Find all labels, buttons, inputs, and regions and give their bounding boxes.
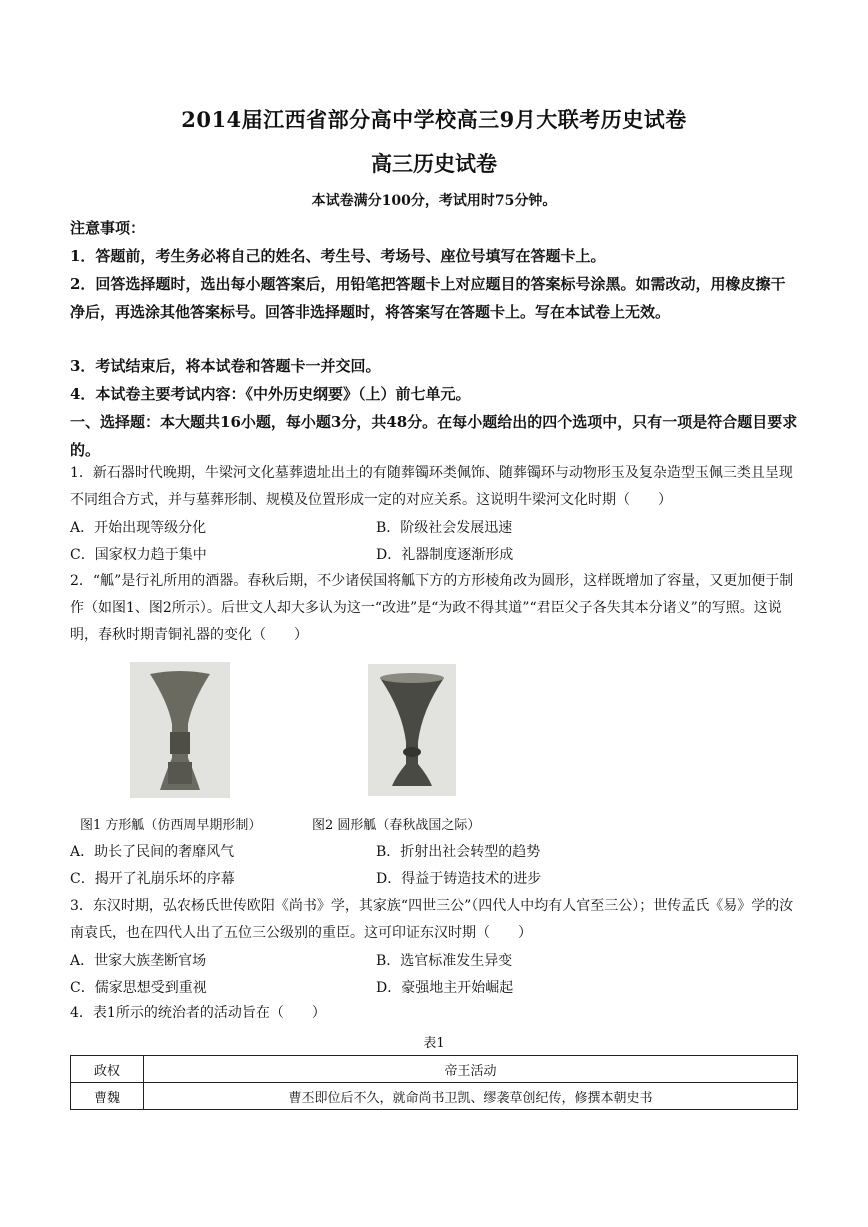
- q2-option-d: D．得益于铸造技术的进步: [376, 871, 542, 887]
- q3-option-d: D．豪强地主开始崛起: [376, 980, 514, 996]
- notice-item-4: 4．本试卷主要考试内容：《中外历史纲要》（上）前七单元。: [70, 385, 471, 403]
- table-cell-regime: 曹魏: [71, 1083, 144, 1110]
- q3-option-b: B．选官标准发生异变: [376, 953, 513, 969]
- q3-option-a: A．世家大族垄断官场: [70, 953, 207, 969]
- q1-option-c: C．国家权力趋于集中: [70, 547, 207, 563]
- notice-item-3: 3．考试结束后，将本试卷和答题卡一并交回。: [70, 357, 381, 375]
- notice-heading: 注意事项：: [70, 219, 146, 237]
- question-4-stem: 4．表1所示的统治者的活动旨在（ ）: [70, 1005, 326, 1021]
- table-caption: 表1: [423, 1036, 445, 1051]
- table-header-regime: 政权: [71, 1056, 144, 1083]
- q2-option-b: B．折射出社会转型的趋势: [376, 844, 541, 860]
- ruler-activity-table: [70, 1055, 798, 1110]
- figure-2-caption: 图2 圆形觚（春秋战国之际）: [312, 818, 481, 833]
- q2-option-a: A．助长了民间的奢靡风气: [70, 844, 235, 860]
- notice-item-2: 2．回答选择题时，选出每小题答案后，用铅笔把答题卡上对应题目的答案标号涂黑。如需改动，用橡皮擦干净后，再选涂其他答案标号。回答非选择题时，将答案写在答题卡上。写在本试卷上无效。: [70, 275, 786, 321]
- round-gu-icon: [368, 664, 456, 796]
- q2-option-c: C．揭开了礼崩乐坏的序幕: [70, 871, 235, 887]
- notice-item-1: 1．答题前，考生务必将自己的姓名、考生号、考场号、座位号填写在答题卡上。: [70, 247, 606, 265]
- question-1-stem: 1．新石器时代晚期，牛梁河文化墓葬遗址出土的有随葬镯环类佩饰、随葬镯环与动物形玉及复杂造型玉佩三类且呈现不同组合方式，并与墓葬形制、规模及位置形成一定的对应关系。这说明牛梁河文化时期（ ）: [70, 465, 793, 508]
- table-header-activity: 帝王活动: [144, 1056, 798, 1083]
- question-3-stem: 3．东汉时期，弘农杨氏世传欧阳《尚书》学，其家族“四世三公”（四代人中均有人官至三公）；世传孟氏《易》学的汝南袁氏，也在四代人出了五位三公级别的重臣。这可印证东汉时期（ ）: [70, 898, 794, 941]
- exam-info: 本试卷满分100分，考试用时75分钟。: [311, 193, 557, 209]
- exam-title: 2014届江西省部分高中学校高三9月大联考历史试卷: [181, 107, 687, 132]
- square-gu-icon: [130, 662, 230, 798]
- section-heading: 一、选择题：本大题共16小题，每小题3分，共48分。在每小题给出的四个选项中，只有一项是符合题目要求的。: [70, 413, 798, 459]
- q1-option-d: D．礼器制度逐渐形成: [376, 547, 514, 563]
- round-gu-image: [368, 664, 456, 796]
- square-gu-image: [130, 662, 230, 798]
- q3-option-c: C．儒家思想受到重视: [70, 980, 207, 996]
- exam-subtitle: 高三历史试卷: [371, 151, 497, 176]
- table-cell-activity: 曹丕即位后不久，就命尚书卫凯、缪袭草创纪传，修撰本朝史书: [144, 1083, 798, 1110]
- figure-1-caption: 图1 方形觚（仿西周早期形制）: [80, 818, 262, 833]
- q1-option-b: B．阶级社会发展迅速: [376, 520, 513, 536]
- table-row: [71, 1083, 798, 1110]
- question-2-stem: 2．“觚”是行礼所用的酒器。春秋后期，不少诸侯国将觚下方的方形棱角改为圆形，这样既增加了容量，又更加便于制作（如图1、图2所示）。后世文人却大多认为这一“改进”是“为政不得其道”“君臣父子各失其本分诸义”的写照。这说明，春秋时期青铜礼器的变化（ ）: [70, 573, 794, 643]
- q1-option-a: A．开始出现等级分化: [70, 520, 207, 536]
- table-header-row: [71, 1056, 798, 1083]
